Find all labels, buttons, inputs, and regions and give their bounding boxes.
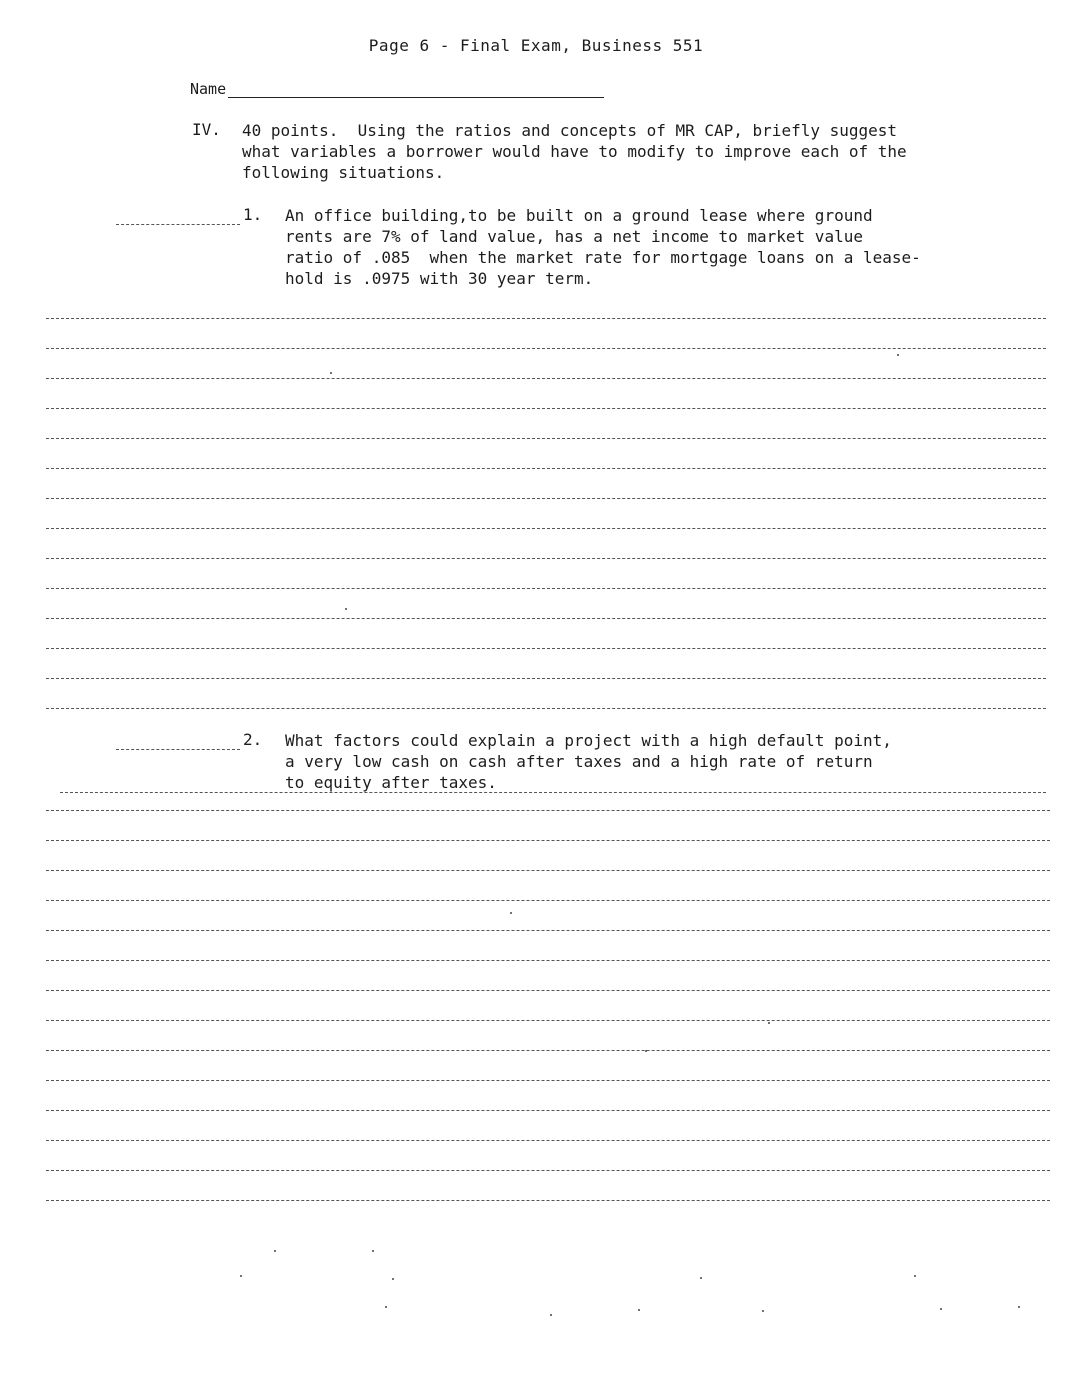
speck	[645, 1050, 647, 1052]
name-write-line[interactable]	[228, 81, 604, 98]
answer-line[interactable]	[46, 1050, 1050, 1051]
section-number: IV.	[192, 120, 221, 139]
speck	[897, 354, 899, 356]
answer-line[interactable]	[46, 678, 1046, 679]
speck	[914, 1275, 916, 1277]
answer-line[interactable]	[46, 1170, 1050, 1171]
q1-score-blank[interactable]	[116, 224, 240, 225]
speck	[762, 1310, 764, 1312]
speck	[940, 1308, 942, 1310]
name-field	[190, 80, 604, 98]
answer-line[interactable]	[46, 840, 1050, 841]
answer-line[interactable]	[46, 960, 1050, 961]
speck	[700, 1277, 702, 1279]
answer-line[interactable]	[46, 1110, 1050, 1111]
answer-line[interactable]	[46, 900, 1050, 901]
section-instructions: 40 points. Using the ratios and concepts of MR CAP, briefly suggest what variables a borrower would have to modify to improve each of the following situations.	[242, 121, 907, 182]
answer-line[interactable]	[46, 378, 1046, 379]
answer-line[interactable]	[46, 558, 1046, 559]
speck	[240, 1275, 242, 1277]
answer-line[interactable]	[46, 618, 1046, 619]
answer-line[interactable]	[46, 648, 1046, 649]
question-2-number: 2.	[243, 730, 263, 749]
speck	[638, 1309, 640, 1311]
answer-line[interactable]	[46, 930, 1050, 931]
speck	[345, 608, 347, 610]
answer-line[interactable]	[46, 1080, 1050, 1081]
question-1-number: 1.	[243, 205, 263, 224]
page-header: Page 6 - Final Exam, Business 551	[368, 36, 704, 55]
speck	[768, 1022, 770, 1024]
speck	[385, 1306, 387, 1308]
q2-score-blank[interactable]	[116, 749, 240, 750]
answer-line[interactable]	[46, 1020, 1050, 1021]
answer-line[interactable]	[46, 870, 1050, 871]
answer-line[interactable]	[46, 528, 1046, 529]
answer-line[interactable]	[46, 588, 1046, 589]
answer-line[interactable]	[46, 1140, 1050, 1141]
speck	[274, 1250, 276, 1252]
speck	[392, 1278, 394, 1280]
answer-line[interactable]	[46, 810, 1050, 811]
answer-line[interactable]	[46, 498, 1046, 499]
question-2-text: What factors could explain a project with a high default point, a very low cash on cash after taxes and a high rate of return to equity after taxes.	[285, 731, 892, 792]
answer-line[interactable]	[46, 990, 1050, 991]
speck	[1018, 1306, 1020, 1308]
question-1-text: An office building,to be built on a ground lease where ground rents are 7% of land value, has a net income to market value ratio of .085 when the market rate for mortgage loans on a lease- hold is .0975 with 30 year term.	[285, 206, 921, 288]
name-label: Name	[190, 80, 227, 98]
answer-line[interactable]	[46, 468, 1046, 469]
speck	[550, 1314, 552, 1316]
answer-line[interactable]	[46, 438, 1046, 439]
speck	[330, 372, 332, 374]
answer-line[interactable]	[46, 708, 1046, 709]
answer-line[interactable]	[46, 1200, 1050, 1201]
speck	[510, 912, 512, 914]
answer-line[interactable]	[46, 348, 1046, 349]
answer-line[interactable]	[46, 318, 1046, 319]
speck	[372, 1250, 374, 1252]
answer-line[interactable]	[46, 408, 1046, 409]
